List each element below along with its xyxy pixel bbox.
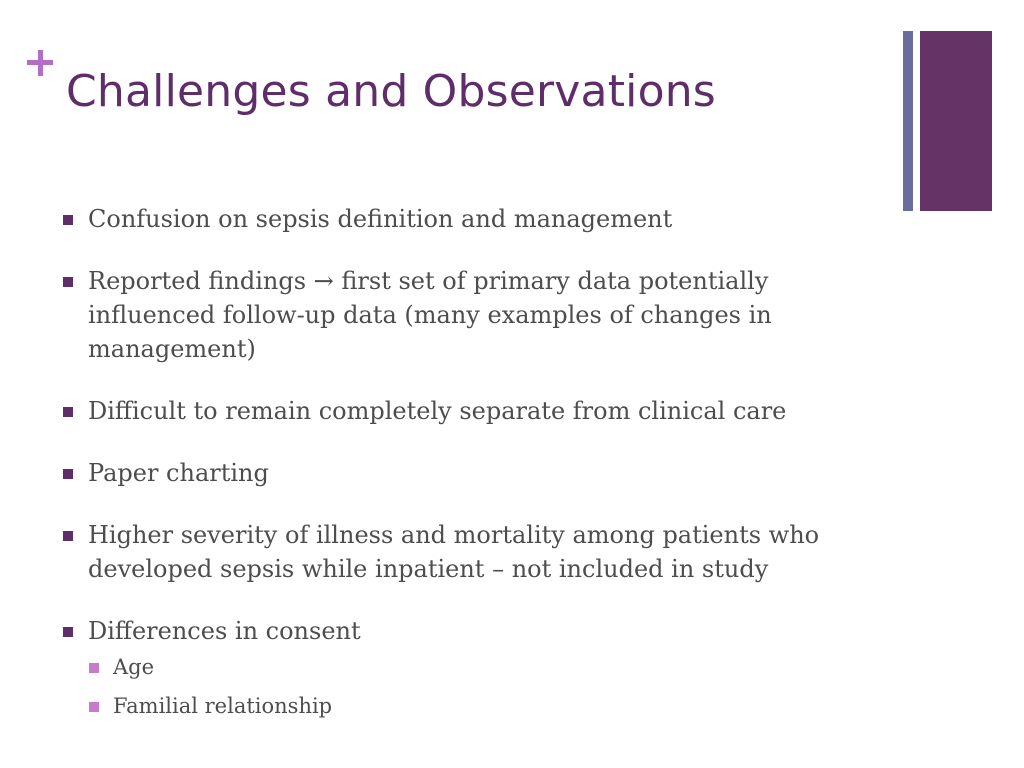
- bullet-text: Paper charting: [88, 459, 269, 487]
- plus-icon: [27, 50, 53, 76]
- bullet-item: [62, 518, 902, 586]
- bullet-marker-icon: [63, 215, 73, 225]
- sub-bullet-item: [88, 652, 902, 682]
- bullet-list: [62, 202, 902, 730]
- bullet-text: Differences in consent: [88, 617, 361, 645]
- slide-title: Challenges and Observations: [66, 66, 716, 117]
- bullet-marker-icon: [63, 407, 73, 417]
- bullet-item: [62, 202, 902, 236]
- bullet-text: Higher severity of illness and mortality among patients who developed sepsis while inpatient – not included in study: [88, 521, 820, 583]
- bullet-marker-icon: [63, 469, 73, 479]
- bullet-item: [62, 456, 902, 490]
- decorative-thick-bar: [920, 31, 992, 211]
- sub-bullet-text: Age: [113, 655, 155, 679]
- sub-bullet-item: [88, 691, 902, 721]
- sub-bullet-marker-icon: [89, 702, 99, 712]
- bullet-item: [62, 394, 902, 428]
- decorative-thin-bar: [903, 31, 913, 211]
- sub-bullet-text: Familial relationship: [113, 694, 333, 718]
- bullet-text: Confusion on sepsis definition and management: [88, 205, 673, 233]
- bullet-marker-icon: [63, 627, 73, 637]
- bullet-item: [62, 264, 902, 366]
- bullet-text: Difficult to remain completely separate from clinical care: [88, 397, 787, 425]
- sub-bullet-marker-icon: [89, 663, 99, 673]
- sub-bullet-list: [88, 652, 902, 721]
- bullet-marker-icon: [63, 277, 73, 287]
- bullet-marker-icon: [63, 531, 73, 541]
- bullet-text: Reported findings → first set of primary data potentially influenced follow-up data (many examples of changes in management): [88, 267, 772, 363]
- bullet-item: [62, 614, 902, 721]
